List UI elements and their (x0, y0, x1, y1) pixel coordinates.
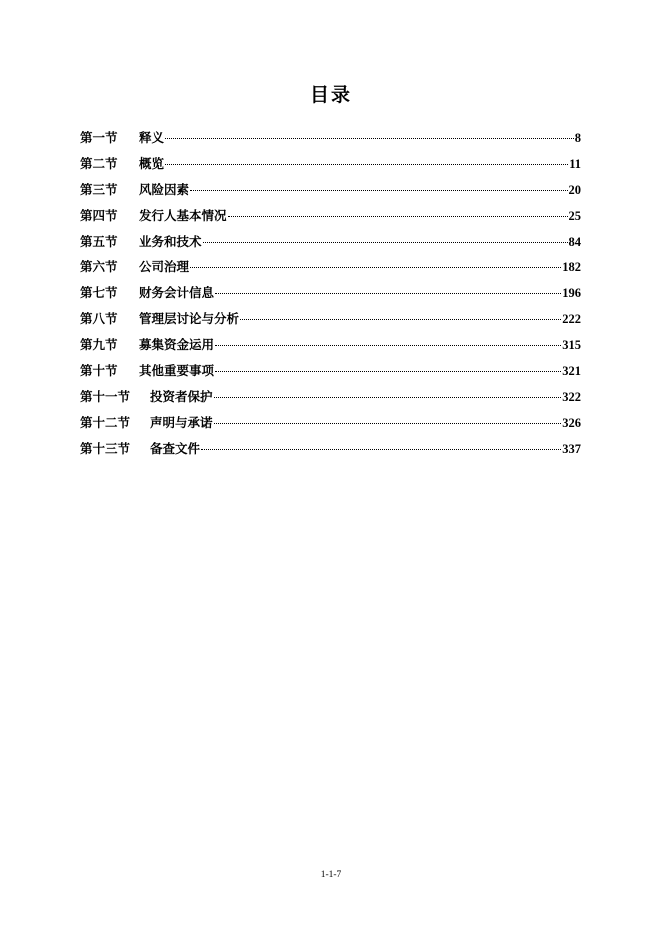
dot-leader (214, 422, 562, 424)
toc-section-title: 其他重要事项 (139, 363, 215, 379)
toc-section-number: 第一节 (80, 130, 118, 145)
toc-section-title: 公司治理 (139, 259, 190, 275)
toc-page-number: 84 (568, 234, 581, 249)
table-of-contents (80, 128, 581, 465)
toc-section-title: 募集资金运用 (139, 337, 215, 353)
page-title: 目录 (309, 84, 352, 106)
dot-leader (190, 189, 567, 191)
dot-leader (240, 318, 561, 320)
toc-page-number: 322 (562, 389, 581, 404)
toc-page-number: 337 (562, 441, 581, 456)
toc-page-number: 315 (562, 338, 581, 353)
toc-section-title: 备查文件 (150, 440, 201, 456)
toc-entry-8[interactable] (80, 309, 581, 335)
toc-entry-1[interactable] (80, 128, 581, 154)
dot-leader (215, 344, 561, 346)
toc-page-number: 20 (568, 182, 581, 197)
dot-leader (165, 137, 574, 139)
toc-page-number: 326 (562, 415, 581, 430)
toc-section-number: 第十节 (80, 363, 118, 379)
toc-section-title: 声明与承诺 (150, 414, 213, 430)
dot-leader (165, 163, 568, 165)
toc-section-title: 释义 (139, 130, 165, 145)
toc-section-number: 第六节 (80, 259, 118, 275)
dot-leader (215, 370, 561, 372)
toc-section-number: 第十一节 (80, 388, 131, 404)
dot-leader (190, 266, 561, 268)
toc-section-title: 投资者保护 (150, 388, 213, 404)
dot-leader (201, 448, 561, 450)
toc-section-number: 第十二节 (80, 414, 131, 430)
toc-page-number: 8 (574, 131, 581, 145)
dot-leader (215, 292, 561, 294)
toc-section-number: 第四节 (80, 207, 118, 223)
toc-section-title: 管理层讨论与分析 (139, 311, 240, 327)
toc-entry-13[interactable] (80, 439, 581, 465)
page-footer-number: 1-1-7 (320, 870, 342, 880)
toc-page-number: 11 (569, 156, 581, 171)
toc-page-number: 321 (562, 364, 581, 379)
toc-section-number: 第七节 (80, 285, 118, 301)
toc-entry-11[interactable] (80, 387, 581, 413)
toc-entry-2[interactable] (80, 154, 581, 180)
toc-entry-7[interactable] (80, 283, 581, 309)
toc-section-number: 第九节 (80, 337, 118, 353)
toc-page-number: 25 (568, 208, 581, 223)
toc-section-number: 第三节 (80, 181, 118, 197)
toc-section-number: 第五节 (80, 233, 118, 249)
toc-section-number: 第八节 (80, 311, 118, 327)
toc-entry-5[interactable] (80, 232, 581, 258)
dot-leader (203, 241, 568, 243)
toc-section-title: 业务和技术 (139, 233, 202, 249)
toc-page-number: 182 (562, 260, 581, 275)
toc-page-number: 222 (562, 312, 581, 327)
toc-section-number: 第二节 (80, 155, 118, 171)
toc-section-title: 概览 (139, 155, 165, 171)
toc-page-number: 196 (562, 286, 581, 301)
dot-leader (228, 215, 568, 217)
dot-leader (214, 396, 562, 398)
toc-entry-10[interactable] (80, 361, 581, 387)
toc-entry-3[interactable] (80, 180, 581, 206)
toc-section-title: 财务会计信息 (139, 285, 215, 301)
toc-section-number: 第十三节 (80, 440, 131, 456)
toc-section-title: 风险因素 (139, 181, 190, 197)
toc-entry-9[interactable] (80, 335, 581, 361)
toc-entry-12[interactable] (80, 413, 581, 439)
toc-entry-6[interactable] (80, 257, 581, 283)
toc-section-title: 发行人基本情况 (139, 207, 227, 223)
toc-entry-4[interactable] (80, 206, 581, 232)
